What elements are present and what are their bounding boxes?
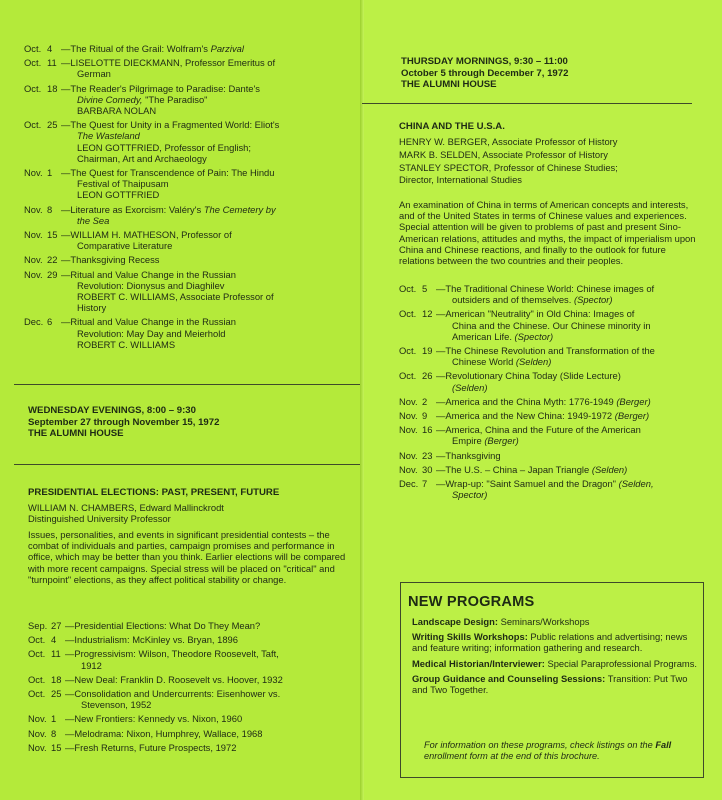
schedule-day: 27 (51, 620, 62, 631)
schedule-item (399, 345, 705, 367)
schedule-item (28, 688, 350, 710)
schedule-day: 22 (47, 254, 58, 266)
italic-text: (Selden) (515, 356, 552, 368)
schedule-event (61, 119, 346, 164)
schedule-line: —Wrap-up: "Saint Samuel and the Dragon" (Selden, (436, 478, 654, 490)
schedule-day: 8 (51, 727, 57, 739)
schedule-line: German (77, 68, 111, 80)
schedule-day: 15 (47, 229, 58, 241)
schedule-day: 8 (47, 203, 53, 215)
italic-text: the Sea (77, 214, 110, 226)
schedule-line: —Ritual and Value Change in the Russian (61, 316, 236, 328)
schedule-day: 11 (51, 648, 61, 660)
schedule-event (61, 57, 346, 79)
schedule-event (65, 620, 350, 631)
schedule-day: 26 (422, 370, 433, 382)
schedule-line: LEON GOTTFRIED, Professor of English; (77, 141, 252, 153)
elections-instructors (28, 502, 350, 524)
literature-schedule (24, 43, 346, 353)
program-description: Transition: Put Two and Two Together. (412, 672, 688, 696)
schedule-month: Nov. (399, 410, 418, 422)
schedule-line: Divine Comedy, "The Paradiso" (77, 93, 208, 105)
schedule-month: Oct. (28, 688, 46, 700)
wednesday-session-header (28, 405, 219, 440)
schedule-line: Empire (Berger) (452, 435, 519, 447)
schedule-month: Oct. (399, 370, 417, 382)
schedule-line: —Progressivism: Wilson, Theodore Roosevelt, Taft, (65, 648, 279, 660)
divider (14, 384, 360, 385)
china-instructor-line: MARK B. SELDEN, Associate Professor of History (399, 149, 608, 161)
schedule-item (28, 620, 350, 631)
schedule-event (61, 204, 346, 226)
new-programs-footer (424, 740, 696, 762)
schedule-event (436, 450, 705, 461)
schedule-item (399, 464, 705, 475)
schedule-item (24, 43, 346, 54)
schedule-event (436, 396, 705, 407)
schedule-day: 15 (51, 741, 62, 753)
schedule-event (436, 345, 705, 367)
schedule-line: —Fresh Returns, Future Prospects, 1972 (65, 741, 237, 753)
schedule-event (65, 674, 350, 685)
schedule-month: Oct. (28, 648, 46, 660)
italic-text: (Spector) (514, 330, 554, 342)
schedule-month: Nov. (24, 229, 43, 241)
schedule-month: Nov. (28, 713, 47, 725)
schedule-line: —Industrialism: McKinley vs. Bryan, 1896 (65, 634, 238, 646)
schedule-event (65, 634, 350, 645)
schedule-date (399, 464, 436, 475)
elections-instructor-line: WILLIAM N. CHAMBERS, Edward Mallinckrodt (28, 502, 224, 513)
china-schedule (399, 283, 705, 503)
schedule-line (61, 215, 346, 226)
wednesday-location: THE ALUMNI HOUSE (28, 428, 124, 439)
schedule-day: 4 (51, 634, 57, 646)
footer-term: Fall (655, 740, 672, 750)
schedule-line: History (77, 302, 107, 314)
schedule-date (399, 283, 436, 305)
schedule-item (28, 648, 350, 670)
china-instructor-line: HENRY W. BERGER, Associate Professor of History (399, 136, 618, 147)
schedule-month: Nov. (28, 741, 47, 753)
schedule-date (24, 57, 61, 79)
italic-text: Divine Comedy, (77, 93, 143, 105)
schedule-event (65, 688, 350, 710)
china-instructor-line: Director, International Studies (399, 173, 522, 185)
china-instructors (399, 136, 699, 185)
schedule-day: 2 (422, 395, 428, 407)
schedule-day: 4 (47, 43, 53, 54)
schedule-date (399, 424, 436, 446)
italic-text: Parzival (210, 43, 244, 54)
italic-text: The Wasteland (77, 130, 140, 142)
center-fold (360, 0, 364, 800)
wednesday-time: WEDNESDAY EVENINGS, 8:00 – 9:30 (28, 405, 196, 416)
schedule-date (24, 229, 61, 251)
schedule-date (399, 396, 436, 407)
schedule-event (436, 308, 705, 342)
schedule-event (436, 424, 705, 446)
program-description: Public relations and advertising; news and feature writing; information gathering and research. (412, 631, 688, 654)
schedule-item (24, 83, 346, 117)
schedule-item (399, 370, 705, 392)
program-item (412, 616, 702, 627)
italic-text: Spector) (452, 489, 488, 501)
wednesday-dates: September 27 through November 15, 1972 (28, 416, 220, 428)
schedule-event (436, 464, 705, 475)
schedule-line: —Consolidation and Undercurrents: Eisenhower vs. (65, 688, 281, 700)
schedule-date (28, 674, 65, 685)
schedule-month: Sep. (28, 620, 48, 631)
schedule-day: 18 (51, 673, 62, 685)
schedule-item (399, 424, 705, 446)
schedule-day: 1 (51, 713, 57, 725)
schedule-month: Dec. (24, 316, 44, 328)
divider (362, 103, 692, 104)
schedule-item (399, 478, 705, 500)
schedule-line: China and the Chinese. Our Chinese minority in (452, 319, 651, 331)
schedule-event (61, 269, 346, 314)
program-name: Landscape Design: (412, 616, 498, 627)
footer-text: enrollment form at the end of this brochure. (424, 751, 600, 762)
schedule-date (24, 204, 61, 226)
italic-text: (Spector) (573, 294, 613, 306)
schedule-line: —Melodrama: Nixon, Humphrey, Wallace, 1968 (65, 727, 263, 739)
schedule-line: 1912 (81, 659, 102, 671)
italic-text: (Berger) (484, 435, 519, 447)
schedule-day: 19 (422, 345, 433, 357)
schedule-line (61, 130, 346, 141)
italic-text: (Berger) (614, 410, 650, 422)
elections-instructor-line: Distinguished University Professor (28, 513, 171, 525)
schedule-date (28, 713, 65, 724)
schedule-line: Comparative Literature (77, 240, 173, 252)
schedule-line: Revolution: May Day and Meierhold (77, 327, 226, 339)
italic-text: The Cemetery by (203, 203, 276, 215)
schedule-line: —Revolutionary China Today (Slide Lecture) (436, 370, 621, 382)
schedule-date (399, 410, 436, 421)
schedule-line: —America and the China Myth: 1776-1949 (Berger) (436, 395, 651, 407)
schedule-line: Chairman, Art and Archaeology (77, 152, 207, 164)
schedule-month: Nov. (399, 449, 418, 461)
schedule-day: 9 (422, 410, 428, 422)
schedule-date (399, 370, 436, 392)
schedule-date (28, 728, 65, 739)
schedule-line: Stevenson, 1952 (81, 699, 152, 711)
schedule-line: —Presidential Elections: What Do They Mean? (65, 620, 261, 631)
schedule-item (24, 167, 346, 201)
italic-text: (Selden, (618, 478, 654, 490)
schedule-event (61, 43, 346, 54)
schedule-date (399, 345, 436, 367)
schedule-day: 29 (47, 268, 58, 280)
schedule-event (436, 370, 705, 392)
schedule-month: Nov. (24, 254, 43, 266)
schedule-line: ROBERT C. WILLIAMS, Associate Professor of (77, 291, 274, 303)
schedule-item (24, 254, 346, 265)
schedule-day: 6 (47, 316, 53, 328)
schedule-month: Oct. (24, 119, 42, 131)
schedule-month: Oct. (399, 345, 417, 357)
schedule-line: BARBARA NOLAN (77, 105, 157, 117)
elections-description: Issues, personalities, and events in significant presidential contests – the combat of individuals and parties, campaign promises and performance in office, which may be better than you think. Earlier elections will be compared with more recent campaigns. Special stress will be placed on "critical" and "turnpoint" elections, as they affect political stability or change. (28, 529, 346, 585)
china-course-title: CHINA AND THE U.S.A. (399, 121, 505, 132)
thursday-session-header (401, 56, 568, 91)
schedule-date (28, 742, 65, 753)
schedule-line: —Literature as Exorcism: Valéry's The Cemetery by (61, 203, 276, 215)
schedule-event (65, 742, 350, 753)
schedule-event (61, 229, 346, 251)
schedule-line: —WILLIAM H. MATHESON, Professor of (61, 229, 232, 241)
program-item (412, 658, 702, 669)
china-description: An examination of China in terms of American concepts and interests, and of the United States in terms of Chinese values and experiences. Special attention will be given to problems of past and present Sino-American relations, attitudes and myths, the impact of imperialism upon China and Chinese reactions, and finally to the outlook for future relations between the two countries and their peoples. (399, 199, 696, 267)
schedule-date (24, 119, 61, 164)
elections-course-title: PRESIDENTIAL ELECTIONS: PAST, PRESENT, FUTURE (28, 487, 280, 498)
thursday-location: THE ALUMNI HOUSE (401, 79, 497, 90)
schedule-line: —America, China and the Future of the American (436, 424, 641, 436)
schedule-line: —The Ritual of the Grail: Wolfram's Parzival (61, 43, 244, 54)
elections-schedule (28, 620, 350, 756)
schedule-day: 30 (422, 463, 433, 475)
schedule-line: —The Chinese Revolution and Transformation of the (436, 345, 655, 357)
schedule-event (61, 254, 346, 265)
schedule-item (24, 269, 346, 314)
schedule-item (399, 283, 705, 305)
schedule-event (436, 478, 705, 500)
schedule-item (28, 634, 350, 645)
schedule-date (24, 269, 61, 314)
schedule-item (24, 119, 346, 164)
schedule-item (28, 674, 350, 685)
schedule-line: —The Quest for Transcendence of Pain: The Hindu (61, 167, 275, 179)
schedule-event (65, 648, 350, 670)
schedule-line: —Thanksgiving Recess (61, 254, 160, 266)
schedule-line: —Ritual and Value Change in the Russian (61, 268, 236, 280)
program-item (412, 673, 702, 695)
schedule-month: Nov. (24, 167, 43, 179)
schedule-month: Oct. (399, 308, 417, 320)
schedule-item (24, 229, 346, 251)
schedule-date (28, 634, 65, 645)
italic-text: (Selden) (591, 463, 628, 475)
schedule-day: 23 (422, 449, 433, 461)
schedule-day: 7 (422, 478, 428, 490)
schedule-item (28, 742, 350, 753)
schedule-line: Festival of Thaipusam (77, 178, 169, 190)
schedule-item (24, 204, 346, 226)
program-item (412, 631, 702, 653)
schedule-item (28, 713, 350, 724)
schedule-day: 12 (422, 308, 433, 320)
schedule-month: Oct. (28, 634, 46, 646)
schedule-date (399, 478, 436, 500)
schedule-event (61, 83, 346, 117)
schedule-month: Oct. (24, 82, 42, 94)
schedule-date (28, 688, 65, 710)
schedule-line: —New Frontiers: Kennedy vs. Nixon, 1960 (65, 713, 243, 725)
schedule-date (399, 450, 436, 461)
schedule-item (399, 410, 705, 421)
schedule-line: American Life. (Spector) (452, 330, 554, 342)
schedule-line: LEON GOTTFRIED (77, 189, 160, 201)
schedule-date (24, 167, 61, 201)
schedule-event (61, 316, 346, 350)
schedule-month: Oct. (24, 43, 42, 54)
schedule-month: Nov. (24, 268, 43, 280)
schedule-line (436, 489, 705, 500)
schedule-item (399, 308, 705, 342)
footer-text: For information on these programs, check listings on the (424, 740, 653, 750)
schedule-month: Nov. (399, 424, 418, 436)
schedule-month: Nov. (399, 463, 418, 475)
schedule-date (24, 254, 61, 265)
schedule-day: 1 (47, 167, 53, 179)
schedule-item (28, 728, 350, 739)
schedule-line (436, 382, 705, 393)
schedule-month: Oct. (24, 57, 42, 69)
schedule-day: 11 (47, 57, 57, 69)
thursday-dates: October 5 through December 7, 1972 (401, 67, 569, 79)
program-description: Special Paraprofessional Programs. (544, 657, 698, 669)
schedule-event (65, 713, 350, 724)
program-name: Group Guidance and Counseling Sessions: (412, 672, 606, 684)
schedule-event (61, 167, 346, 201)
schedule-month: Dec. (399, 478, 419, 490)
schedule-day: 25 (47, 119, 58, 131)
schedule-item (24, 316, 346, 350)
schedule-line: Revolution: Dionysus and Diaghilev (77, 279, 225, 291)
schedule-month: Nov. (28, 727, 47, 739)
schedule-line: ROBERT C. WILLIAMS (77, 338, 176, 350)
schedule-day: 16 (422, 424, 433, 436)
divider (14, 464, 360, 465)
schedule-line: —The Traditional Chinese World: Chinese images of (436, 283, 655, 294)
program-name: Medical Historian/Interviewer: (412, 657, 545, 669)
schedule-date (24, 316, 61, 350)
schedule-month: Oct. (399, 283, 417, 294)
china-instructor-line: STANLEY SPECTOR, Professor of Chinese Studies; (399, 162, 618, 174)
schedule-line: —New Deal: Franklin D. Roosevelt vs. Hoover, 1932 (65, 673, 283, 685)
schedule-day: 25 (51, 688, 62, 700)
schedule-item (399, 450, 705, 461)
schedule-line: —American "Neutrality" in Old China: Images of (436, 308, 635, 320)
schedule-line: —The Reader's Pilgrimage to Paradise: Dante's (61, 82, 260, 94)
schedule-event (65, 728, 350, 739)
schedule-item (24, 57, 346, 79)
schedule-line: Chinese World (Selden) (452, 356, 552, 368)
schedule-line: —The U.S. – China – Japan Triangle (Selden) (436, 463, 628, 475)
schedule-month: Oct. (28, 673, 46, 685)
schedule-line: outsiders and of themselves. (Spector) (452, 294, 613, 306)
schedule-date (24, 43, 61, 54)
schedule-event (436, 410, 705, 421)
schedule-month: Nov. (24, 203, 43, 215)
thursday-time: THURSDAY MORNINGS, 9:30 – 11:00 (401, 56, 568, 67)
schedule-item (399, 396, 705, 407)
schedule-date (24, 83, 61, 117)
new-programs-list (412, 616, 702, 699)
program-description: Seminars/Workshops (497, 616, 590, 627)
italic-text: (Selden) (452, 381, 488, 393)
schedule-date (28, 648, 65, 670)
schedule-line: —LISELOTTE DIECKMANN, Professor Emeritus of (61, 57, 276, 69)
schedule-date (399, 308, 436, 342)
schedule-day: 18 (47, 82, 58, 94)
schedule-event (436, 283, 705, 305)
schedule-line: —Thanksgiving (436, 449, 501, 461)
schedule-month: Nov. (399, 395, 418, 407)
schedule-date (28, 620, 65, 631)
schedule-line: —The Quest for Unity in a Fragmented World: Eliot's (61, 119, 280, 131)
schedule-line: —America and the New China: 1949-1972 (Berger) (436, 410, 650, 422)
new-programs-title: NEW PROGRAMS (408, 594, 535, 610)
program-name: Writing Skills Workshops: (412, 631, 528, 643)
schedule-day: 5 (422, 283, 428, 294)
italic-text: (Berger) (616, 395, 651, 407)
